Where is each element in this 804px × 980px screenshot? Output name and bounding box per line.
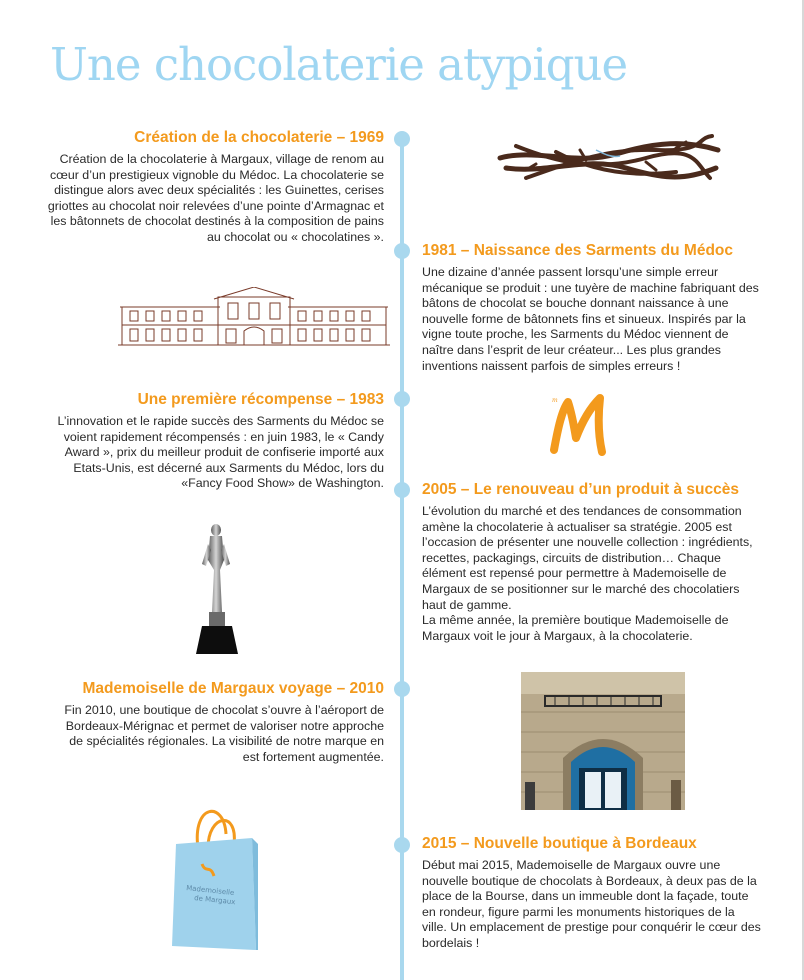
- chocolate-sarments-image: [496, 128, 724, 192]
- candy-award-trophy-image: [194, 520, 240, 654]
- entry-text: L’innovation et le rapide succès des Sarments du Médoc se voient rapidement récompensés : en juin 1983, le « Candy Award », prix du meilleur produit de confiserie importé aux Etats-Unis, est décerné aux Sarments du Médoc, lors du «Fancy Food Show» de Washington.: [57, 414, 384, 491]
- timeline-dot: [394, 243, 410, 259]
- timeline-entry-1969: [44, 129, 384, 246]
- chocolaterie-building-drawing: [118, 287, 390, 347]
- svg-text:Mademoiselle: Mademoiselle: [185, 884, 235, 898]
- margaux-m-logo: [544, 388, 614, 456]
- timeline-dot: [394, 482, 410, 498]
- entry-text: Une dizaine d’année passent lorsqu’une simple erreur mécanique se produit : une tuyère de machine fabriquant des bâtons de chocolat se bouche donnant naissance à une nouvelle forme de bâtonnets fins et sinueux. Inspirés par la vigne toute proche, les Sarments du Médoc viennent de naître dans l’esprit de leur créateur... Les plus grandes inventions naissent parfois de simples erreurs !: [422, 265, 759, 373]
- svg-text:de Margaux: de Margaux: [193, 894, 236, 907]
- timeline-dot: [394, 681, 410, 697]
- page-title: Une chocolaterie atypique: [50, 38, 628, 91]
- entry-heading: 2005 – Le renouveau d’un produit à succès: [422, 481, 739, 498]
- timeline-entry-2010: [50, 680, 384, 765]
- timeline-line: [400, 140, 404, 980]
- entry-text: La même année, la première boutique Mademoiselle de Margaux voit le jour à Margaux, à la chocolaterie.: [422, 613, 729, 643]
- entry-heading: Création de la chocolaterie – 1969: [134, 129, 384, 146]
- entry-text: Création de la chocolaterie à Margaux, village de renom au cœur d’un prestigieux vignoble du Médoc. La chocolaterie se distingue alors avec deux spécialités : les Guinettes, cerises griottes au chocolat noir relevées d’une pointe d’Armagnac et les bâtonnets de chocolat destinés à la composition de pains au chocolat ou « chocolatines ».: [47, 152, 384, 244]
- entry-text: L’évolution du marché et des tendances de consommation amène la chocolaterie à actualiser sa stratégie. 2005 est l’occasion de présenter une nouvelle collection : ingrédients, recettes, packagings, circuits de distribution… Chaque élément est repensé pour permettre à Mademoiselle de Margaux de se positionner sur le marché des chocolatiers haut de gamme.: [422, 504, 753, 612]
- timeline-dot: [394, 837, 410, 853]
- entry-heading: Mademoiselle de Margaux voyage – 2010: [82, 680, 384, 697]
- entry-text: Fin 2010, une boutique de chocolat s’ouvre à l’aéroport de Bordeaux-Mérignac et permet de valoriser notre approche de spécialités régionales. La visibilité de notre marque en est fortement augmentée.: [64, 703, 384, 764]
- entry-heading: 1981 – Naissance des Sarments du Médoc: [422, 242, 734, 259]
- timeline-dot: [394, 391, 410, 407]
- shopping-bag-image: [172, 804, 258, 954]
- boutique-storefront-photo: [521, 672, 685, 810]
- timeline-entry-2005: [422, 481, 762, 644]
- timeline-entry-1983: [54, 391, 384, 492]
- entry-text: Début mai 2015, Mademoiselle de Margaux ouvre une nouvelle boutique de chocolats à Bordeaux, à deux pas de la place de la Bourse, dans un immeuble dont la façade, toute en rondeur, figure parmi les monuments historiques de la ville. Un emplacement de prestige pour conquérir le cœur des bordelais !: [422, 858, 761, 950]
- timeline-dot: [394, 131, 410, 147]
- entry-heading: 2015 – Nouvelle boutique à Bordeaux: [422, 835, 697, 852]
- entry-heading: Une première récompense – 1983: [137, 391, 384, 408]
- timeline-entry-1981: [422, 242, 760, 374]
- timeline-entry-2015: [422, 835, 762, 952]
- svg-text:m: m: [552, 397, 558, 404]
